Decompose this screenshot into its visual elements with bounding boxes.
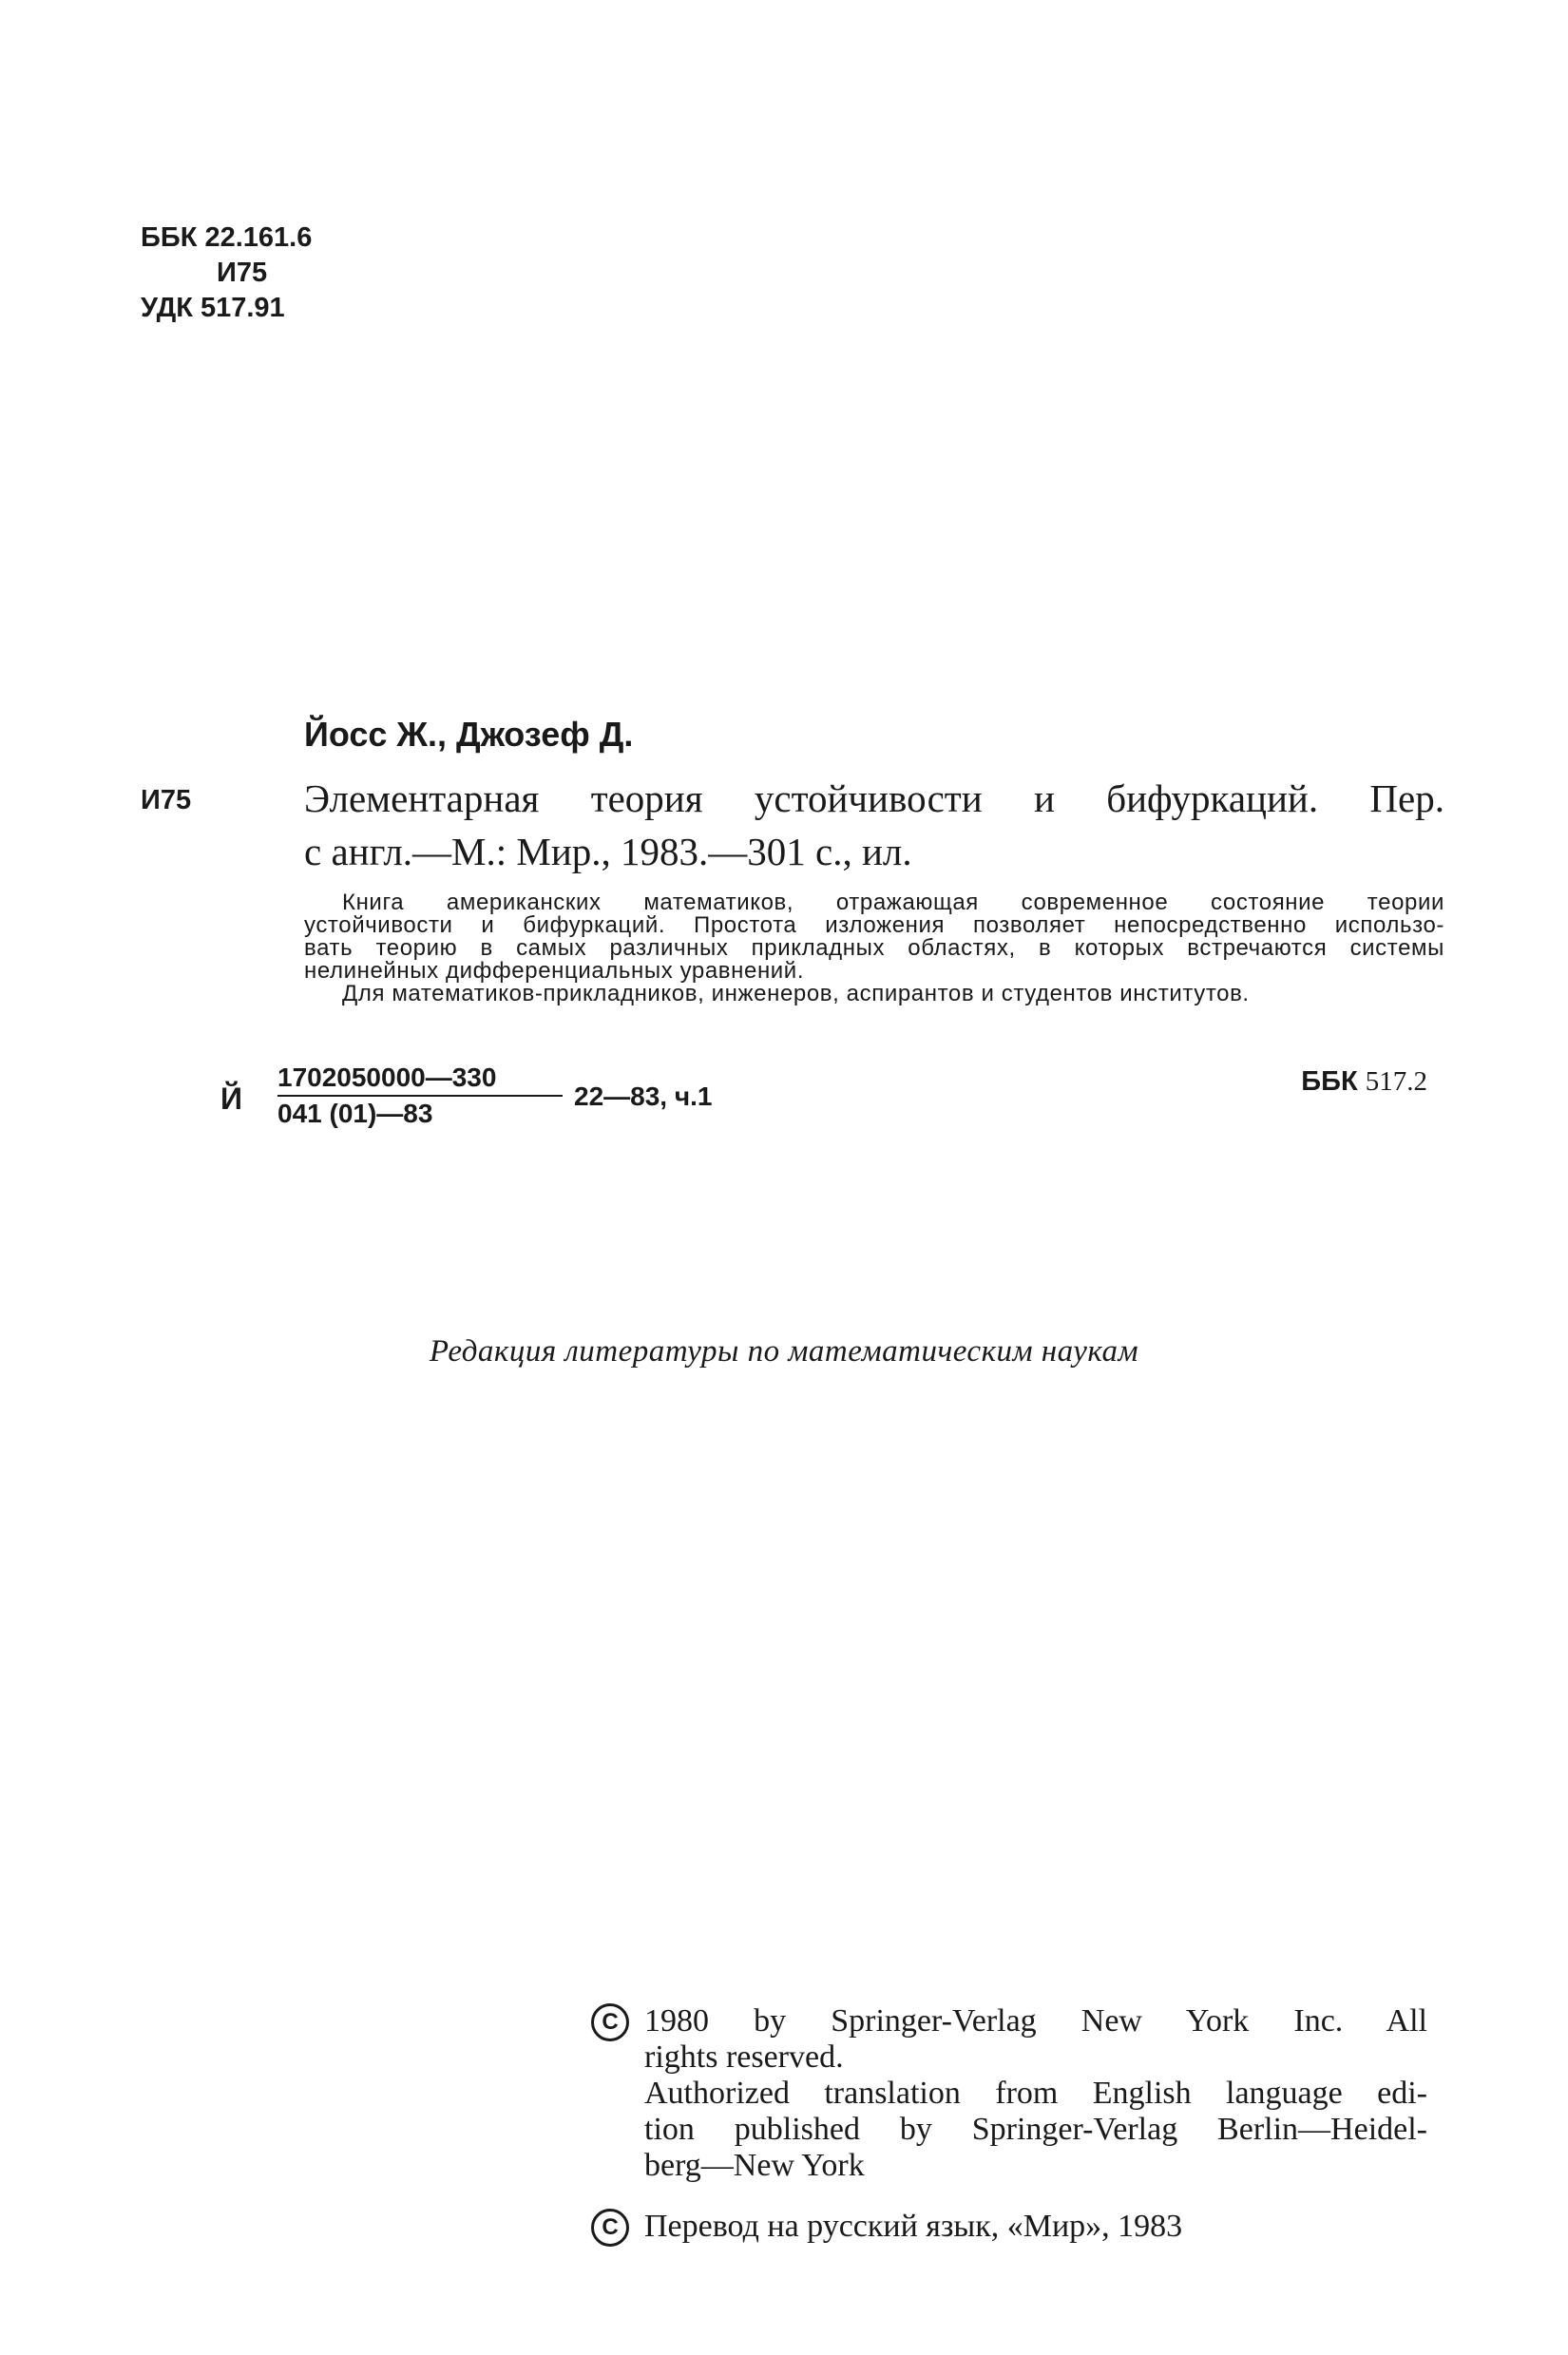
classification-codes — [141, 220, 312, 326]
copyright-line: tion published by Springer-Verlag Berlin—Heidel- — [644, 2112, 1427, 2147]
annotation-line: Книга американских математиков, отражающая современное состояние теории — [342, 890, 1444, 915]
bbk-right-code — [1301, 1066, 1427, 1098]
copyright-line: rights reserved. — [644, 2039, 844, 2075]
copyright-icon: C — [591, 2209, 629, 2247]
bbk-right-value: 517.2 — [1365, 1066, 1427, 1097]
index-numerator: 1702050000—330 — [277, 1063, 563, 1097]
editorial-office: Редакция литературы по математическим наукам — [429, 1334, 1139, 1369]
copyright-icon: C — [591, 2003, 629, 2041]
copyright-translation-line: Перевод на русский язык, «Мир», 1983 — [644, 2209, 1183, 2244]
annotation-line: устойчивости и бифуркаций. Простота изложения позволяет непосредственно использо- — [304, 912, 1444, 938]
cutter-mark: И75 — [141, 785, 192, 815]
index-denominator: 041 (01)—83 — [277, 1099, 433, 1128]
annotation-audience: Для математиков-прикладников, инженеров, аспирантов и студентов институтов. — [342, 981, 1250, 1006]
annotation-line: вать теорию в самых различных прикладных областях, в которых встречаются системы — [304, 935, 1444, 961]
index-suffix: 22—83, ч.1 — [574, 1082, 713, 1111]
copyright-line: Authorized translation from English language edi- — [644, 2076, 1427, 2111]
udk-code: УДК 517.91 — [141, 293, 285, 323]
annotation — [304, 891, 1444, 1005]
copyright-line: 1980 by Springer-Verlag New York Inc. All — [644, 2003, 1427, 2039]
annotation-line: нелинейных дифференциальных уравнений. — [304, 958, 805, 984]
cutter-code: И75 — [217, 258, 268, 288]
bbk-right-label: ББК — [1301, 1066, 1358, 1097]
index-letter: Й — [220, 1082, 242, 1116]
bibliographic-description — [304, 772, 1444, 878]
book-authors: Йосс Ж., Джозеф Д. — [304, 715, 634, 754]
index-fraction — [277, 1063, 563, 1129]
copyright-line: berg—New York — [644, 2148, 865, 2183]
bibliographic-line-1: Элементарная теория устойчивости и бифуркаций. Пер. — [304, 776, 1444, 820]
publication-index — [220, 1063, 753, 1139]
copyright-translation — [591, 2209, 1427, 2245]
copyright-notice — [591, 2003, 1427, 2245]
bibliographic-line-2: с англ.—М.: Мир., 1983.—301 с., ил. — [304, 830, 912, 873]
copyright-original — [591, 2003, 1427, 2184]
bbk-code: ББК 22.161.6 — [141, 222, 313, 253]
